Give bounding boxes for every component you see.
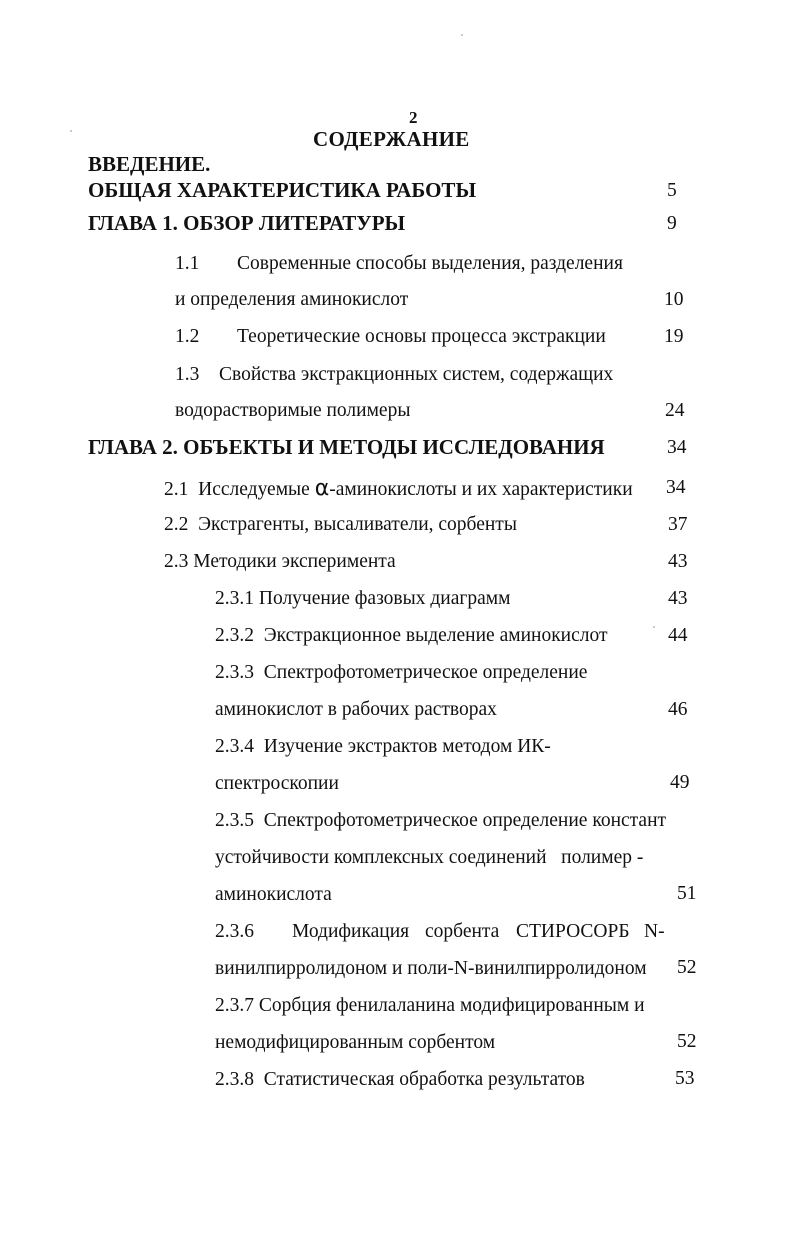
toc-intro-line1: ВВЕДЕНИЕ.: [88, 152, 211, 176]
toc-s2-1-prefix: 2.1 Исследуемые: [164, 479, 315, 500]
toc-intro-page: 5: [667, 180, 677, 201]
toc-s2-3-4-page: 49: [670, 772, 690, 793]
toc-s2-3-8-text: 2.3.8 Статистическая обработка результатов: [215, 1069, 585, 1090]
scan-speck: [653, 626, 655, 628]
toc-s2-1-page: 34: [666, 477, 686, 498]
page-title: СОДЕРЖАНИЕ: [313, 127, 470, 151]
toc-s2-1-suffix: -аминокислоты и их характеристики: [329, 479, 633, 500]
toc-s2-3-1-text: 2.3.1 Получение фазовых диаграмм: [215, 588, 511, 609]
toc-s1-3-number: 1.3: [175, 364, 200, 385]
toc-s2-3-3-page: 46: [668, 699, 688, 720]
alpha-symbol: α: [314, 476, 330, 501]
toc-s1-1-page: 10: [664, 289, 684, 310]
toc-s1-2-text: Теоретические основы процесса экстракции: [237, 326, 606, 347]
toc-s2-3-7-page: 52: [677, 1031, 697, 1052]
toc-s2-3-7-line1: 2.3.7 Сорбция фенилаланина модифицированным и: [215, 995, 645, 1016]
toc-s2-3-8-page: 53: [675, 1068, 695, 1089]
toc-s2-3-6-word3: СТИРОСОРБ: [516, 921, 630, 942]
toc-s2-3-6-word4: N-: [644, 921, 665, 942]
toc-s2-3-2-page: 44: [668, 625, 688, 646]
toc-s1-2-page: 19: [664, 326, 684, 347]
scan-speck: [70, 130, 72, 132]
toc-s2-1-text: [164, 478, 633, 500]
toc-s2-3-6-page: 52: [677, 957, 697, 978]
toc-s2-3-6-number: 2.3.6: [215, 921, 254, 942]
toc-chapter1-title: ГЛАВА 1. ОБЗОР ЛИТЕРАТУРЫ: [88, 211, 406, 235]
toc-s2-3-text: 2.3 Методики эксперимента: [164, 551, 396, 572]
toc-chapter2-page: 34: [667, 437, 687, 458]
toc-s2-3-1-page: 43: [668, 588, 688, 609]
toc-chapter2-title: ГЛАВА 2. ОБЪЕКТЫ И МЕТОДЫ ИССЛЕДОВАНИЯ: [88, 435, 605, 459]
toc-s2-3-4-line1: 2.3.4 Изучение экстрактов методом ИК-: [215, 736, 551, 757]
toc-s2-2-page: 37: [668, 514, 688, 535]
toc-s1-1-line2: и определения аминокислот: [175, 289, 409, 310]
scan-speck: [461, 34, 463, 36]
toc-s2-3-4-line2: спектроскопии: [215, 773, 339, 794]
toc-s1-3-line1: Свойства экстракционных систем, содержащих: [219, 364, 614, 385]
toc-s2-3-page: 43: [668, 551, 688, 572]
toc-s2-2-text: 2.2 Экстрагенты, высаливатели, сорбенты: [164, 514, 517, 535]
toc-s2-3-5-line1: 2.3.5 Спектрофотометрическое определение констант: [215, 810, 667, 831]
toc-s2-3-5-line2: устойчивости комплексных соединений полимер -: [215, 847, 644, 868]
toc-s1-3-line2: водорастворимые полимеры: [175, 400, 411, 421]
toc-s1-1-line1: Современные способы выделения, разделения: [237, 253, 623, 274]
toc-s2-3-5-line3: аминокислота: [215, 884, 332, 905]
toc-s2-3-6-word2: сорбента: [425, 921, 500, 942]
toc-s2-3-6-line2: винилпирролидоном и поли-N-винилпирролидоном: [215, 958, 647, 979]
toc-s2-3-2-text: 2.3.2 Экстракционное выделение аминокислот: [215, 625, 608, 646]
toc-s2-3-3-line2: аминокислот в рабочих растворах: [215, 699, 497, 720]
toc-s1-2-number: 1.2: [175, 326, 200, 347]
toc-chapter1-page: 9: [667, 213, 677, 234]
toc-s1-3-page: 24: [665, 400, 685, 421]
toc-s2-3-3-line1: 2.3.3 Спектрофотометрическое определение: [215, 662, 588, 683]
toc-s2-3-7-line2: немодифицированным сорбентом: [215, 1032, 496, 1053]
toc-intro-line2: ОБЩАЯ ХАРАКТЕРИСТИКА РАБОТЫ: [88, 178, 477, 202]
toc-s2-3-6-word1: Модификация: [292, 921, 410, 942]
toc-s1-1-number: 1.1: [175, 253, 200, 274]
toc-s2-3-5-page: 51: [677, 883, 697, 904]
page-number: 2: [409, 108, 418, 127]
